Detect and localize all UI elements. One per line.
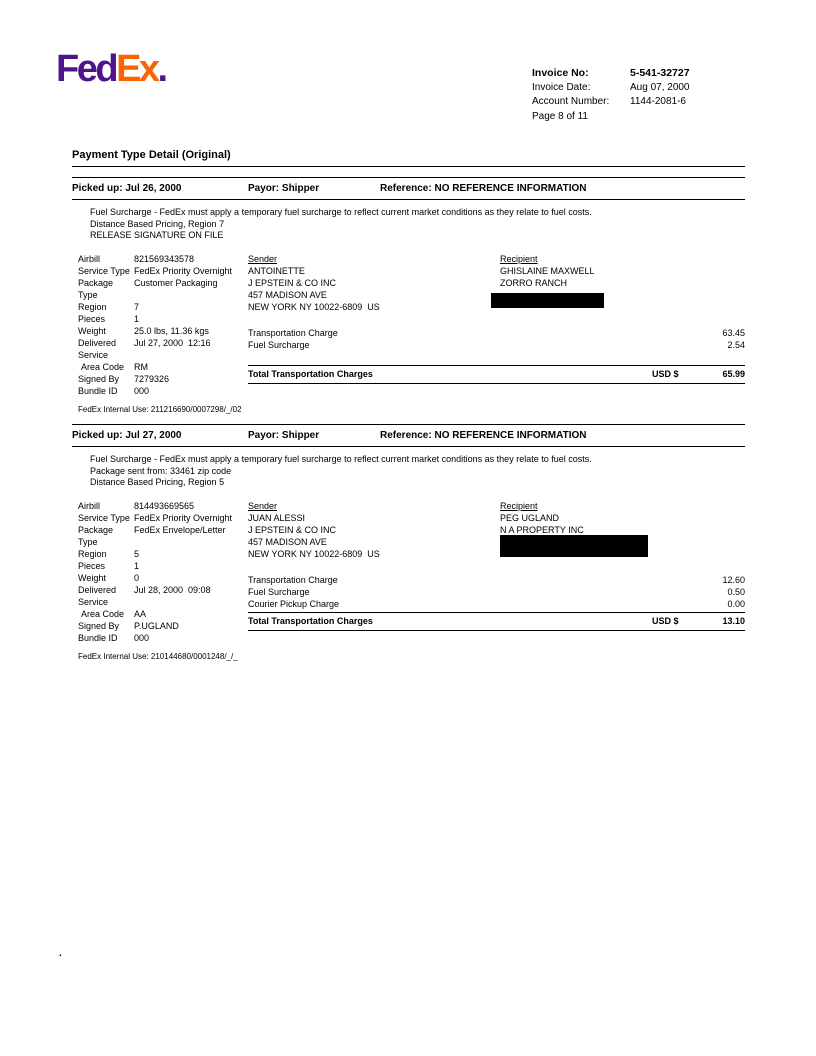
field-value: 821569343578 bbox=[134, 253, 195, 264]
field-value: FedEx Priority Overnight bbox=[134, 265, 233, 276]
field-row bbox=[78, 608, 248, 620]
field-label: Signed By bbox=[78, 373, 120, 384]
recipient-line: N A PROPERTY INC bbox=[500, 524, 584, 535]
field-label: Package Type bbox=[78, 277, 114, 300]
recipient-label: Recipient bbox=[500, 500, 538, 511]
shipment-header bbox=[72, 424, 745, 447]
field-label: Area Code bbox=[81, 361, 125, 372]
shipment-detail bbox=[72, 498, 745, 643]
field-value: P.UGLAND bbox=[134, 620, 179, 631]
recipient-label: Recipient bbox=[500, 253, 538, 264]
sender-label: Sender bbox=[248, 253, 278, 264]
logo-period: . bbox=[157, 48, 169, 90]
charge-row bbox=[248, 327, 745, 339]
field-row bbox=[78, 524, 248, 548]
shipment-section-1 bbox=[72, 177, 745, 414]
field-row bbox=[78, 548, 248, 560]
shipment-detail bbox=[72, 251, 745, 396]
field-label: Service Type bbox=[78, 512, 130, 523]
charge-label: Fuel Surcharge bbox=[248, 339, 310, 350]
charge-amount: 63.45 bbox=[722, 327, 745, 338]
note-line: Fuel Surcharge - FedEx must apply a temporary fuel surcharge to reflect current market conditions as they relate to fuel costs. bbox=[90, 454, 592, 464]
charges-block bbox=[248, 327, 745, 351]
invoice-no-label: Invoice No: bbox=[532, 67, 589, 79]
field-value: 25.0 lbs, 11.36 kgs bbox=[134, 325, 209, 336]
field-label: Airbill bbox=[78, 253, 101, 264]
sender-line: J EPSTEIN & CO INC bbox=[248, 277, 337, 288]
field-row bbox=[78, 500, 248, 512]
field-value: 1 bbox=[134, 313, 140, 324]
charge-label: Courier Pickup Charge bbox=[248, 598, 340, 609]
page-number: Page 8 of 11 bbox=[532, 110, 588, 122]
field-label: Airbill bbox=[78, 500, 101, 511]
total-label: Total Transportation Charges bbox=[248, 368, 373, 379]
recipient-line: ZORRO RANCH bbox=[500, 277, 567, 288]
recipient-line: PEG UGLAND bbox=[500, 512, 560, 523]
field-row bbox=[78, 632, 248, 644]
note-line: Fuel Surcharge - FedEx must apply a temporary fuel surcharge to reflect current market conditions as they relate to fuel costs. bbox=[90, 207, 592, 217]
field-label: Bundle ID bbox=[78, 385, 118, 396]
charge-row bbox=[248, 574, 745, 586]
note-line: RELEASE SIGNATURE ON FILE bbox=[90, 230, 224, 240]
recipient-block bbox=[500, 253, 595, 289]
field-label: Pieces bbox=[78, 313, 106, 324]
sender-line: NEW YORK NY 10022-6809 US bbox=[248, 548, 380, 559]
charge-amount: 0.50 bbox=[727, 586, 745, 597]
shipment-fields bbox=[78, 253, 248, 397]
total-label: Total Transportation Charges bbox=[248, 615, 373, 626]
charge-amount: 2.54 bbox=[727, 339, 745, 350]
total-row bbox=[248, 612, 745, 631]
account-number-row bbox=[532, 95, 690, 110]
field-value: 814493669565 bbox=[134, 500, 195, 511]
page-title: Payment Type Detail (Original) bbox=[72, 149, 231, 161]
fedex-logo bbox=[56, 50, 168, 88]
sender-line: J EPSTEIN & CO INC bbox=[248, 524, 337, 535]
field-label: Weight bbox=[78, 325, 106, 336]
sender-block bbox=[248, 253, 380, 313]
field-value: 0 bbox=[134, 572, 140, 583]
field-row bbox=[78, 253, 248, 265]
redacted-address bbox=[491, 293, 604, 308]
charge-row bbox=[248, 339, 745, 351]
field-label: Region bbox=[78, 548, 107, 559]
field-value: 1 bbox=[134, 560, 140, 571]
payor-label: Payor: Shipper bbox=[248, 430, 320, 441]
total-amount: 65.99 bbox=[722, 368, 745, 379]
note-line: Distance Based Pricing, Region 7 bbox=[90, 218, 225, 229]
internal-use-line: FedEx Internal Use: 211216690/0007298/_/02 bbox=[78, 404, 242, 414]
sender-line: 457 MADISON AVE bbox=[248, 536, 327, 547]
sender-line: ANTOINETTE bbox=[248, 265, 305, 276]
total-currency: USD $ bbox=[652, 368, 679, 379]
footer-mark: . bbox=[59, 948, 62, 959]
title-rule bbox=[72, 166, 745, 167]
logo-ex: Ex bbox=[116, 48, 158, 90]
field-label: Delivered bbox=[78, 584, 117, 595]
field-label: Signed By bbox=[78, 620, 120, 631]
note-line: Distance Based Pricing, Region 5 bbox=[90, 477, 225, 487]
field-label: Service bbox=[78, 596, 109, 607]
field-value: RM bbox=[134, 361, 148, 372]
charges-block bbox=[248, 574, 745, 610]
account-number-label: Account Number: bbox=[532, 96, 610, 107]
field-value: Jul 28, 2000 09:08 bbox=[134, 584, 211, 595]
field-row bbox=[78, 385, 248, 397]
charge-label: Transportation Charge bbox=[248, 327, 338, 338]
charge-amount: 0.00 bbox=[727, 598, 745, 609]
field-row bbox=[78, 596, 248, 608]
field-row bbox=[78, 325, 248, 337]
total-row bbox=[248, 365, 745, 384]
field-value: 7 bbox=[134, 301, 140, 312]
field-label: Package Type bbox=[78, 524, 114, 547]
reference-label: Reference: NO REFERENCE INFORMATION bbox=[380, 430, 587, 441]
invoice-date-value: Aug 07, 2000 bbox=[630, 81, 690, 93]
charge-amount: 12.60 bbox=[722, 574, 745, 585]
redacted-address bbox=[500, 535, 648, 557]
field-label: Service Type bbox=[78, 265, 130, 276]
total-amount: 13.10 bbox=[722, 615, 745, 626]
note-line: Package sent from: 33461 zip code bbox=[90, 465, 232, 476]
field-value: FedEx Priority Overnight bbox=[134, 512, 233, 523]
field-row bbox=[78, 373, 248, 385]
field-row bbox=[78, 265, 248, 277]
field-value: Customer Packaging bbox=[134, 277, 218, 288]
field-value: Jul 27, 2000 12:16 bbox=[134, 337, 211, 348]
field-value: 000 bbox=[134, 632, 150, 643]
field-value: 000 bbox=[134, 385, 150, 396]
picked-up-label: Picked up: Jul 27, 2000 bbox=[72, 430, 182, 441]
invoice-no-row bbox=[532, 66, 690, 81]
charge-row bbox=[248, 586, 745, 598]
charge-row bbox=[248, 598, 745, 610]
field-label: Area Code bbox=[81, 608, 125, 619]
payor-label: Payor: Shipper bbox=[248, 183, 320, 194]
reference-label: Reference: NO REFERENCE INFORMATION bbox=[380, 183, 587, 194]
field-label: Service bbox=[78, 349, 109, 360]
invoice-no-value: 5-541-32727 bbox=[630, 67, 690, 79]
recipient-line: GHISLAINE MAXWELL bbox=[500, 265, 595, 276]
logo-fed: Fed bbox=[56, 48, 117, 90]
page-number-row bbox=[532, 110, 690, 125]
invoice-date-label: Invoice Date: bbox=[532, 81, 591, 93]
shipment-fields bbox=[78, 500, 248, 644]
invoice-info bbox=[532, 66, 690, 124]
field-row bbox=[78, 572, 248, 584]
field-row bbox=[78, 620, 248, 632]
picked-up-label: Picked up: Jul 26, 2000 bbox=[72, 183, 182, 194]
field-row bbox=[78, 337, 248, 349]
recipient-block bbox=[500, 500, 584, 536]
field-value: AA bbox=[134, 608, 147, 619]
field-label: Weight bbox=[78, 572, 106, 583]
field-label: Delivered bbox=[78, 337, 117, 348]
shipment-section-2 bbox=[72, 424, 745, 661]
field-row bbox=[78, 313, 248, 325]
total-currency: USD $ bbox=[652, 615, 679, 626]
field-row bbox=[78, 560, 248, 572]
sender-line: 457 MADISON AVE bbox=[248, 289, 327, 300]
field-value: FedEx Envelope/Letter bbox=[134, 524, 226, 535]
field-label: Pieces bbox=[78, 560, 106, 571]
sender-line: JUAN ALESSI bbox=[248, 512, 306, 523]
field-row bbox=[78, 301, 248, 313]
field-row bbox=[78, 349, 248, 361]
field-row bbox=[78, 277, 248, 301]
field-row bbox=[78, 584, 248, 596]
sender-block bbox=[248, 500, 380, 560]
account-number-value: 1144-2081-6 bbox=[630, 96, 686, 107]
invoice-date-row bbox=[532, 81, 690, 96]
shipment-header bbox=[72, 177, 745, 200]
charge-label: Fuel Surcharge bbox=[248, 586, 310, 597]
shipment-notes bbox=[90, 207, 745, 242]
shipment-notes bbox=[90, 454, 745, 489]
sender-label: Sender bbox=[248, 500, 278, 511]
field-row bbox=[78, 512, 248, 524]
field-value: 5 bbox=[134, 548, 140, 559]
field-value: 7279326 bbox=[134, 373, 170, 384]
field-label: Region bbox=[78, 301, 107, 312]
internal-use-line: FedEx Internal Use: 210144680/0001248/_/_ bbox=[78, 651, 238, 661]
sender-line: NEW YORK NY 10022-6809 US bbox=[248, 301, 380, 312]
field-label: Bundle ID bbox=[78, 632, 118, 643]
charge-label: Transportation Charge bbox=[248, 574, 338, 585]
field-row bbox=[78, 361, 248, 373]
